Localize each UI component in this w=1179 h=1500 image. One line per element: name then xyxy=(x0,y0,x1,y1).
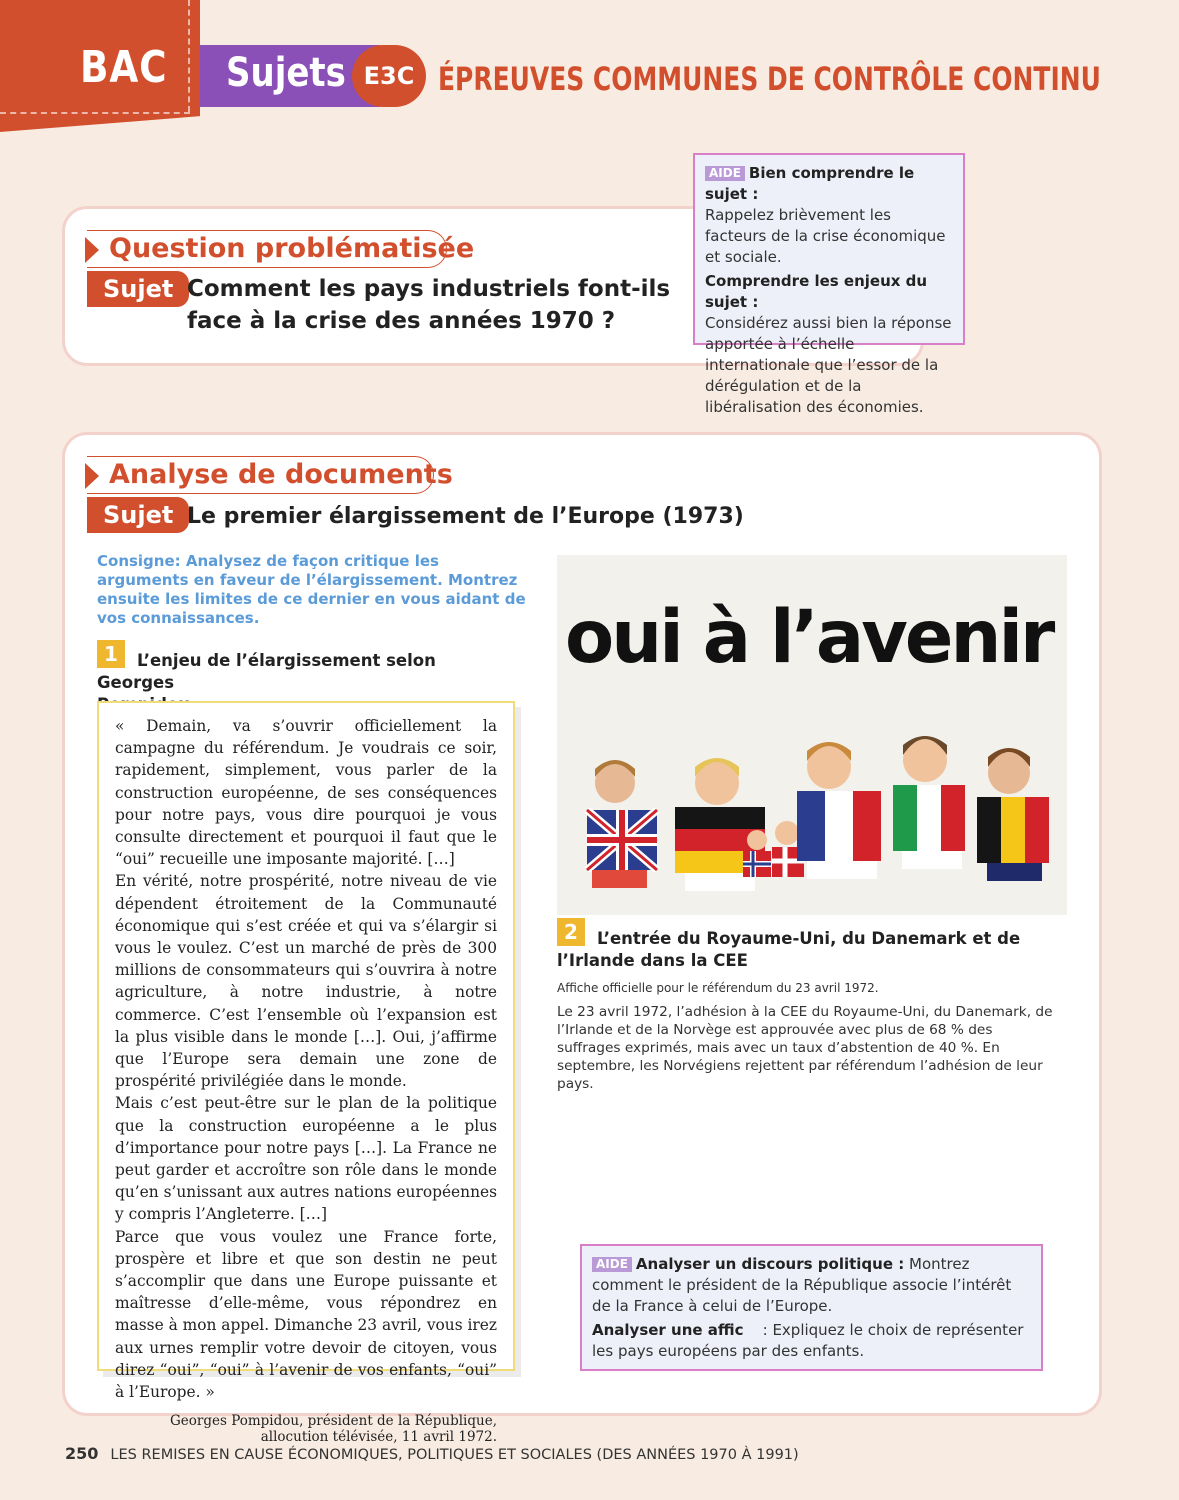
aide-tag: AIDE xyxy=(592,1257,632,1272)
doc1-title-line-1: L’enjeu de l’élargissement selon Georges xyxy=(97,651,436,692)
consigne xyxy=(97,552,527,628)
aide-title-2: Analyser une affic xyxy=(592,1321,744,1339)
question-text xyxy=(187,273,707,337)
aide-text-2: : Expliquez le choix de représenter les pays européens par des enfants. xyxy=(592,1321,1024,1360)
quote-source-line-1: Georges Pompidou, président de la République, xyxy=(169,1413,497,1430)
quote-paragraph: En vérité, notre prospérité, notre niveau de vie dépendent étroitement de la Communauté économique qui s’est créée et qui va s’élargir si vous le voulez. C’est un marché de près de 300 millions de consommateurs qui s’ouvrira à notre agriculture, à notre industrie, à notre commerce. C’est l’ensemble où l’expansion est la plus visible dans le monde […]. Oui, j’affirme que l’Europe sera demain une zone de prospérité privilégiée dans le monde. xyxy=(115,872,497,1091)
section-heading-label: Analyse de documents xyxy=(109,459,453,490)
aide-box-question xyxy=(693,153,965,416)
quote-paragraph: Parce que vous voulez une France forte, prospère et libre et que son destin ne peut s’accomplir que dans une Europe puissante et maîtresse d’elle-même, vous répondrez en masse à mon appel. Dimanche 23 avril, vous irez aux urnes remplir votre devoir de citoyen, vous direz “oui”, “oui” à l’avenir de vos enfants, “oui” à l’Europe. » xyxy=(115,1227,497,1402)
arrow-right-icon xyxy=(85,463,99,489)
arrow-right-icon xyxy=(85,237,99,263)
doc2-title-line-1: L’entrée du Royaume-Uni, du Danemark et de xyxy=(597,929,1021,948)
quote-source-line-2: allocution télévisée, 11 avril 1972. xyxy=(260,1429,497,1446)
poster-slogan: oui à l’avenir xyxy=(565,595,1053,680)
page-header-title: ÉPREUVES COMMUNES DE CONTRÔLE CONTINU xyxy=(438,60,1101,98)
consigne-text: Analysez de façon critique les arguments en faveur de l’élargissement. Montrez ensuite les limites de ce dernier en vous aidant de vos connaissances. xyxy=(97,552,526,627)
bac-label: BAC xyxy=(80,42,168,93)
aide-box-documents xyxy=(580,1244,1043,1371)
sujet-badge: Sujet xyxy=(87,497,189,533)
section-heading-question xyxy=(87,230,475,268)
aide-text-2: Considérez aussi bien la réponse apportée à l’échelle internationale que l’essor de la dérégulation et de la libéralisation des économies. xyxy=(705,314,952,416)
question-line-1: Comment les pays industriels font-ils xyxy=(187,276,671,302)
quote-source xyxy=(115,1413,497,1445)
quote-paragraph: Mais c’est peut-être sur le plan de la politique que la construction européenne a le plus d’importance pour notre pays […]. La France ne peut garder et accroître son rôle dans le monde qu’en s’unissant aux autres nations européennes y compris l’Angleterre. […] xyxy=(115,1094,497,1224)
doc2-title xyxy=(557,928,1037,972)
subject-text: Le premier élargissement de l’Europe (1973) xyxy=(187,504,744,529)
pompidou-quote xyxy=(97,701,515,1446)
page-number: 250 xyxy=(65,1444,99,1463)
poster-caption: Affiche officielle pour le référendum du 23 avril 1972. xyxy=(557,981,879,995)
aide-title-1: Analyser un discours politique : xyxy=(635,1255,905,1273)
sujets-label: Sujets xyxy=(226,50,346,96)
e3c-badge: E3C xyxy=(352,45,426,107)
aide-title-1: Bien comprendre le sujet : xyxy=(705,164,915,203)
doc2-text: Le 23 avril 1972, l’adhésion à la CEE du Royaume-Uni, du Danemark, de l’Irlande et de la Norvège est approuvée avec plus de 68 % des suffrages exprimés, mais avec un taux d’abstention de 40 %. En septembre, les Norvégiens rejettent par référendum l’adhésion de leur pays. xyxy=(557,1004,1053,1092)
question-line-2: face à la crise des années 1970 ? xyxy=(187,308,616,334)
children-flags-illustration xyxy=(557,555,1067,915)
page-footer xyxy=(65,1444,799,1463)
aide-text-1: Montrez comment le président de la République associe l’intérêt de la France à celui de l’Europe. xyxy=(592,1255,1012,1315)
quote-paragraph: « Demain, va s’ouvrir officiellement la campagne du référendum. Je voudrais ce soir, rapidement, simplement, vous parler de la construction européenne, de ses conséquences pour notre pays, vous dire pourquoi je vous consulte directement et pourquoi il faut que le “oui” recueille une imposante majorité. […] xyxy=(115,717,497,869)
doc-number-2: 2 xyxy=(557,918,585,946)
aide-tag: AIDE xyxy=(705,166,745,181)
doc-number-1: 1 xyxy=(97,640,125,668)
chapter-title: LES REMISES EN CAUSE ÉCONOMIQUES, POLITIQUES ET SOCIALES (DES ANNÉES 1970 À 1991) xyxy=(110,1447,799,1463)
sujet-badge: Sujet xyxy=(87,271,189,307)
referendum-poster xyxy=(557,555,1067,915)
aide-title-2: Comprendre les enjeux du sujet : xyxy=(705,272,928,311)
aide-text-1: Rappelez brièvement les facteurs de la crise économique et sociale. xyxy=(705,206,946,266)
section-heading-analyse xyxy=(87,456,453,494)
consigne-label: Consigne: xyxy=(97,552,181,570)
section-heading-label: Question problématisée xyxy=(109,233,475,264)
doc2-title-line-2: l’Irlande dans la CEE xyxy=(557,951,748,970)
